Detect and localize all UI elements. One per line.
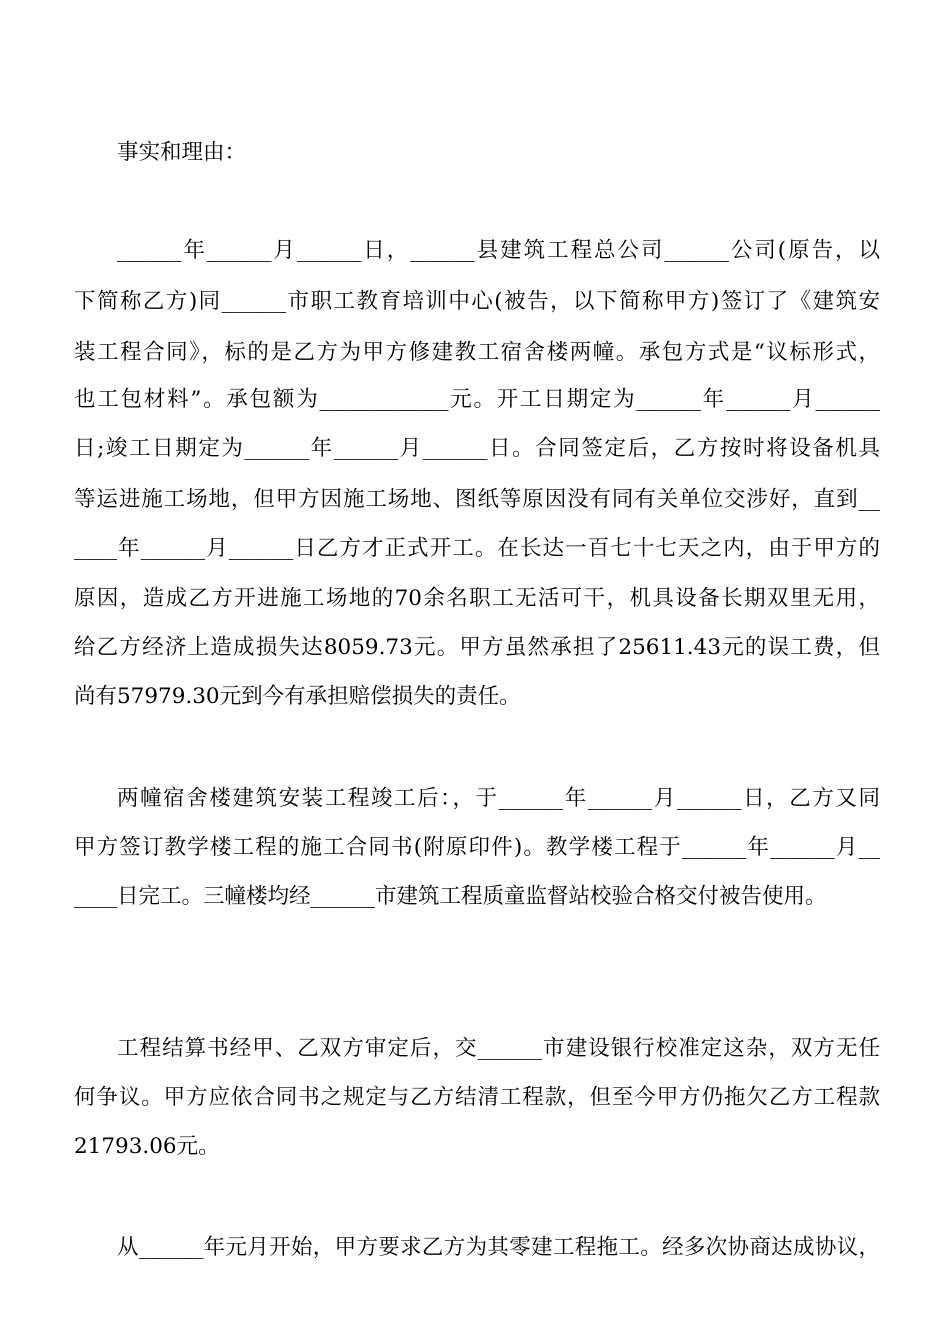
paragraph-1-line-7: ____年______月______日乙方才正式开工。在长达一百七十七天之内，由于甲方的: [74, 536, 880, 561]
paragraph-2-line-1: 两幢宿舍楼建筑安装工程竣工后：，于______年______月______日，乙方又同: [117, 786, 880, 811]
section-heading: 事实和理由：: [117, 140, 247, 165]
paragraph-2-line-2: 甲方签订教学楼工程的施工合同书(附原印件)。教学楼工程于______年______月__: [74, 835, 880, 860]
paragraph-1-line-5: 日;竣工日期定为______年______月______日。合同签定后，乙方按时将设备机具: [74, 436, 880, 461]
paragraph-1-line-6: 等运进施工场地，但甲方因施工场地、图纸等原因没有同有关单位交涉好，直到__: [74, 487, 880, 512]
paragraph-1-line-2: 下简称乙方)同______市职工教育培训中心(被告，以下简称甲方)签订了《建筑安: [74, 289, 880, 314]
paragraph-4-line-1: 从______年元月开始，甲方要求乙方为其零建工程拖工。经多次协商达成协议，: [117, 1235, 880, 1260]
paragraph-1-line-4: 也工包材料”。承包额为____________元。开工日期定为______年______月______: [74, 387, 880, 412]
paragraph-2-line-3: ____日完工。三幢楼均经______市建筑工程质童监督站校验合格交付被告使用。: [74, 884, 827, 909]
paragraph-1-line-8: 原因，造成乙方开进施工场地的70余名职工无活可干，机具设备长期双里无用，: [74, 586, 880, 611]
paragraph-1-line-10: 尚有57979.30元到今有承担赔偿损失的责任。: [74, 684, 521, 709]
paragraph-1-line-3: 装工程合同》，标的是乙方为甲方修建教工宿舍楼两幢。承包方式是“议标形式，: [74, 340, 880, 365]
paragraph-3-line-1: 工程结算书经甲、乙双方审定后，交______市建设银行校准定这杂，双方无任: [117, 1036, 880, 1061]
paragraph-1-line-9: 给乙方经济上造成损失达8059.73元。甲方虽然承担了25611.43元的误工费，但: [74, 635, 880, 660]
paragraph-3-line-3: 21793.06元。: [74, 1134, 220, 1159]
paragraph-1-line-1: ______年______月______日，______县建筑工程总公司______公司(原告，以: [117, 238, 880, 263]
paragraph-3-line-2: 何争议。甲方应依合同书之规定与乙方结清工程款，但至今甲方仍拖欠乙方工程款: [74, 1085, 880, 1110]
